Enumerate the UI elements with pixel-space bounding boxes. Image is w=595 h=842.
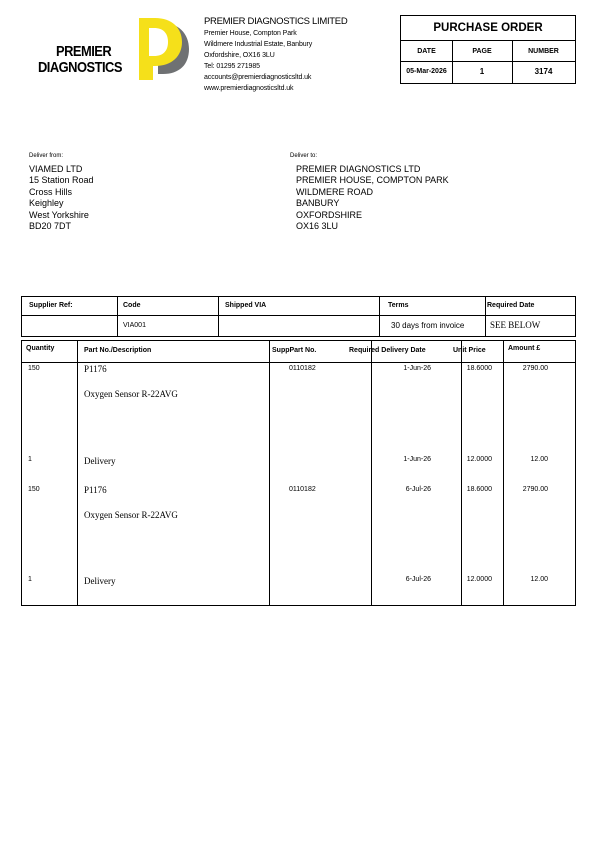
deliver-to-line: BANBURY <box>296 198 340 209</box>
purchase-order-header-box <box>400 15 576 84</box>
company-address-line: Premier House, Compton Park <box>204 30 297 37</box>
terms-header: Terms <box>388 302 409 309</box>
item-unit-price: 18.6000 <box>466 486 492 493</box>
item-amount: 2790.00 <box>522 365 548 372</box>
part-description-header: Part No./Description <box>84 347 152 354</box>
order-number: 3174 <box>534 67 553 76</box>
required-date-value: SEE BELOW <box>490 320 541 330</box>
deliver-to-line: OX16 3LU <box>296 221 339 231</box>
unit-price-header: Unit Price <box>453 347 486 354</box>
page-number: 1 <box>479 67 485 76</box>
date-label: DATE <box>417 48 436 55</box>
document-title: PURCHASE ORDER <box>401 16 575 41</box>
deliver-from-line: VIAMED LTD <box>29 164 83 174</box>
deliver-from-line: Keighley <box>29 198 64 209</box>
terms-value: 30 days from invoice <box>391 321 465 330</box>
item-supp-part: 0110182 <box>289 486 316 493</box>
item-part-number: Delivery <box>84 456 116 466</box>
deliver-to-label: Deliver to: <box>290 153 318 159</box>
deliver-from-line: 15 Station Road <box>29 175 94 186</box>
item-delivery-date: 6-Jul-26 <box>405 486 431 493</box>
supp-part-header: SuppPart No. <box>272 347 317 354</box>
code-header: Code <box>123 302 141 309</box>
item-unit-price: 18.6000 <box>466 365 492 372</box>
item-quantity: 1 <box>28 576 32 583</box>
company-address-line: Oxfordshire, OX16 3LU <box>204 52 275 59</box>
logo-wordmark-premier: PREMIER <box>56 43 112 60</box>
item-part-number: P1176 <box>84 485 107 495</box>
supplier-details-table <box>21 296 576 337</box>
supplier-code-value: VIA001 <box>123 322 146 329</box>
deliver-to-line: PREMIER DIAGNOSTICS LTD <box>296 164 421 174</box>
item-unit-price: 12.0000 <box>466 576 492 583</box>
item-delivery-date: 1-Jun-26 <box>403 365 431 372</box>
logo-wordmark-diagnostics: DIAGNOSTICS <box>38 59 122 76</box>
item-delivery-date: 1-Jun-26 <box>403 456 431 463</box>
item-quantity: 150 <box>28 486 40 493</box>
deliver-to-line: PREMIER HOUSE, COMPTON PARK <box>296 175 449 186</box>
item-supp-part: 0110182 <box>289 365 316 372</box>
item-delivery-date: 6-Jul-26 <box>405 576 431 583</box>
order-date: 05-Mar-2026 <box>406 68 447 75</box>
page-label: PAGE <box>472 48 492 55</box>
deliver-to-line: OXFORDSHIRE <box>296 209 363 220</box>
company-name: PREMIER DIAGNOSTICS LIMITED <box>204 16 348 27</box>
item-quantity: 150 <box>28 365 40 372</box>
amount-header: Amount £ <box>508 345 541 352</box>
company-address-line: Wildmere Industrial Estate, Banbury <box>204 41 313 48</box>
company-website-link[interactable]: www.premierdiagnosticsltd.uk <box>204 85 294 92</box>
company-email-link[interactable]: accounts@premierdiagnosticsltd.uk <box>204 74 312 81</box>
shipped-via-header: Shipped VIA <box>225 302 267 309</box>
item-amount: 12.00 <box>530 456 548 463</box>
quantity-header: Quantity <box>26 345 55 352</box>
deliver-to-line: WILDMERE ROAD <box>296 186 374 197</box>
item-amount: 2790.00 <box>522 486 548 493</box>
order-items-table <box>21 340 576 606</box>
item-unit-price: 12.0000 <box>466 456 492 463</box>
deliver-from-line: Cross Hills <box>29 186 73 197</box>
item-amount: 12.00 <box>530 576 548 583</box>
item-description: Oxygen Sensor R-22AVG <box>84 510 178 520</box>
supplier-ref-header: Supplier Ref: <box>29 302 73 309</box>
number-label: NUMBER <box>528 48 559 55</box>
deliver-from-line: West Yorkshire <box>29 209 89 220</box>
required-delivery-date-header: Required Delivery Date <box>349 347 426 354</box>
item-quantity: 1 <box>28 456 32 463</box>
item-part-number: P1176 <box>84 364 107 374</box>
company-phone: Tel: 01295 271985 <box>204 63 260 70</box>
item-description: Oxygen Sensor R-22AVG <box>84 389 178 399</box>
item-part-number: Delivery <box>84 576 116 586</box>
deliver-from-label: Deliver from: <box>29 153 64 159</box>
deliver-from-line: BD20 7DT <box>29 221 72 231</box>
required-date-header: Required Date <box>487 302 535 309</box>
